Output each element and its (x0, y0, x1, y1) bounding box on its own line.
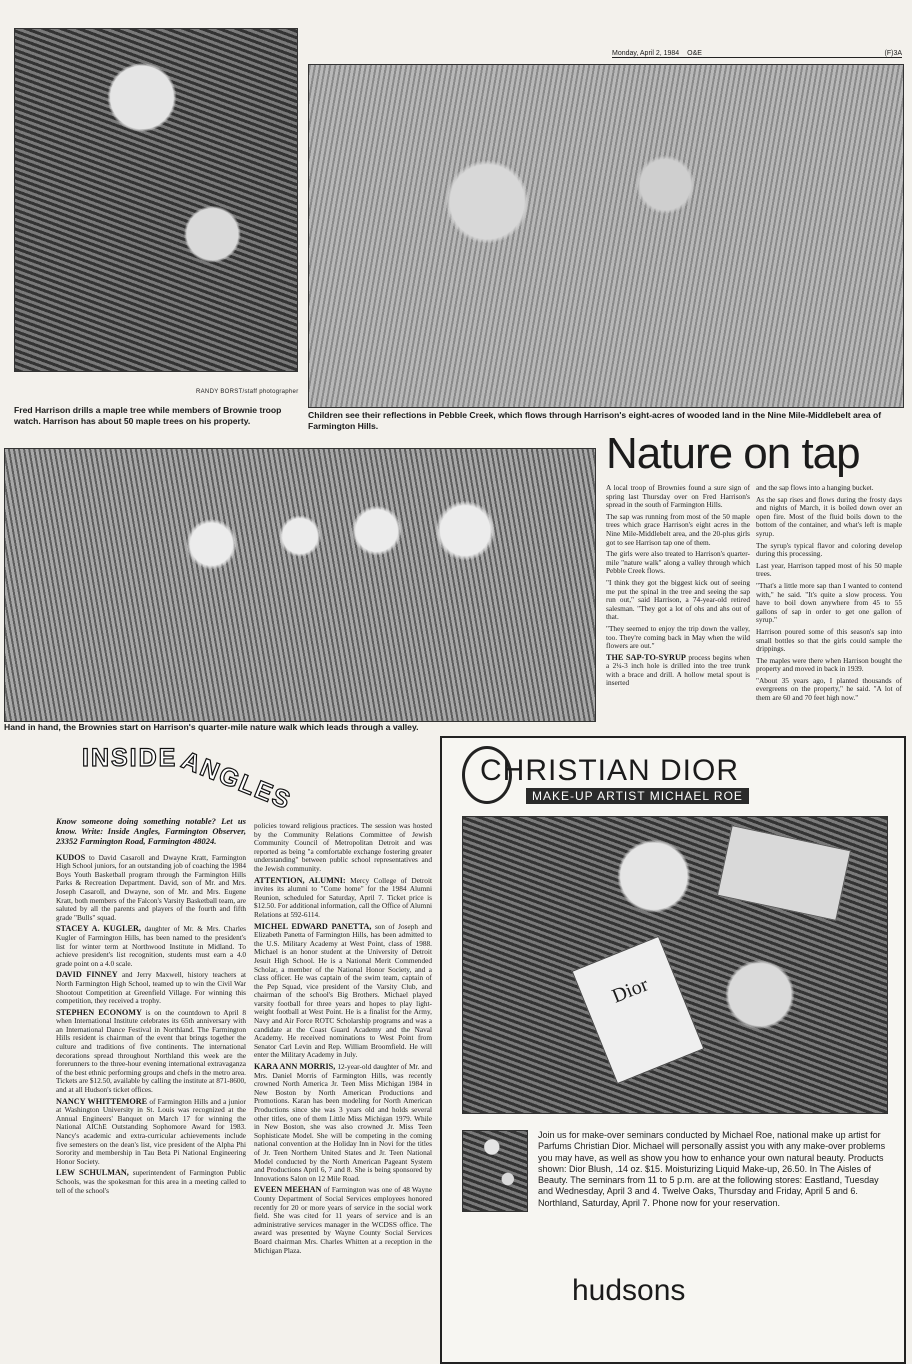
story-column-1 (606, 484, 750, 691)
folio-date: Monday, April 2, 1984 (612, 50, 680, 57)
dior-subtitle: MAKE-UP ARTIST MICHAEL ROE (526, 788, 749, 804)
story-paragraph: A local troop of Brownies found a sure sign of spring last Thursday over on Fred Harrison's spread in the south of Farmington Hills. (606, 483, 750, 510)
dior-ad (440, 736, 906, 1364)
dior-bottle (572, 936, 705, 1084)
inside-item: LEW SCHULMAN, superintendent of Farmington Public Schools, was the spokesman for this area in a meeting called to tell of the school's (56, 1168, 246, 1195)
folio-edition: O&E (687, 50, 702, 57)
dior-bottle-label: Dior (609, 973, 652, 1008)
story-paragraph: The maples were there when Harrison bought the property and moved in back in 1939. (756, 655, 902, 674)
story-paragraph: The sap was running from most of the 50 maple trees which grace Harrison's eight acres in the Nine Mile-Middlebelt area, and the 20-plus girls got to see Harrison tap one of them. (606, 511, 750, 547)
hudsons-logo: hudsons (572, 1274, 686, 1307)
inside-item: KARA ANN MORRIS, 12-year-old daughter of Mr. and Mrs. Daniel Morris of Farmington Hills, was recently crowned North America Jr. Teen Miss Michigan 1984 in New Boston by North American Productions and Promotions. Karan has been modeling for North American Productions since she was 3 years old and holds several other titles, one of them Little Miss Michigan 1979. While in New Boston, she was also crowned Jr. Miss Teen Sophisticate Model. She will be competing in the coming national convention at the Holiday Inn in Novi for the titles of Jr. Teen Northern United States and Jr. Teen National Model conducted by the North American Pageant System and Productions April 6, 7 and 8. She is being sponsored by Innovations Salon on 12 Mile Road. (254, 1062, 432, 1183)
inside-item: MICHEL EDWARD PANETTA, son of Joseph and Elizabeth Panetta of Farmington Hills, has been admitted to the U.S. Military Academy at West Point, class of 1988. Michael is an honor student at the University of Detroit Jesuit High School. He is a National Merit Commended Scholar, a member of the National Honor Society, and a class officer. He was captain of the swim team, captain of the Pep Squad, vice president of the Varsity Club, and chairman of the school's Big Brothers. Michael played varsity football for three years and hopes to play light-weight football at West Point. He is a finalist for the Army, Navy and Air Force ROTC Scholarship programs and was a candidate at the Coast Guard Academy and the Naval Academy. He received nominations to West Point from Senator Carl Levin and Rep. William Broomfield. He will enter the Military Academy in July. (254, 921, 433, 1060)
story-paragraph: The girls were also treated to Harrison's quarter-mile "nature walk" along a valley through which Pebble Creek flows. (606, 549, 750, 576)
story-column-2 (756, 484, 902, 706)
inside-column-2 (254, 822, 432, 1258)
story-paragraph: "That's a little more sap than I wanted to contend with," he said. "It's quite a slow process. You have to boil down anywhere from 45 to 55 gallons of sap in order to get one gallon of syrup." (756, 580, 902, 625)
story-paragraph: "They seemed to enjoy the trip down the valley, too. They're coming back in May when the wild flowers are out." (606, 623, 750, 651)
story-paragraph: "About 35 years ago, I planted thousands of evergreens on the property," he said. "A lot of them are 60 and 70 feet high now." (756, 675, 902, 703)
photo-maple-drilling (14, 28, 298, 372)
inside-intro: Know someone doing something notable? Let us know. Write: Inside Angles, Farmington Observer, 23352 Farmington Road, Farmington 48024. (56, 816, 246, 847)
photo-caption-2: Children see their reflections in Pebble Creek, which flows through Harrison's eight-acres of wooded land in the Nine Mile-Middlebelt area of Farmington Hills. (308, 410, 882, 431)
michael-roe-portrait (462, 1130, 528, 1212)
story-paragraph: As the sap rises and flows during the frosty days and nights of March, it is boiled down over an open fire. Most of the fluid boils down to the bottom of the container, and what's left is maple syrup. (756, 494, 902, 538)
story-paragraph: "I think they got the biggest kick out of seeing me put the spinal in the tree and seeing the sap run out," said Harrison, a 74-year-old retired salesman. "They got a lot of ohs and ahs out of that. (606, 577, 750, 622)
photo-credit: RANDY BORST/staff photographer (196, 389, 299, 395)
inside-item: STACEY A. KUGLER, daughter of Mr. & Mrs. Charles Kugler of Farmington Hills, has been named to the president's list for winter term at Northwood Institute in Midland. To achieve president's list recognition, students must earn a 4.0 grade point on a 4.0 scale. (56, 924, 246, 968)
story-paragraph: The syrup's typical flavor and coloring develop during this processing. (756, 540, 902, 559)
story-subhead: THE SAP-TO-SYRUP (606, 652, 686, 662)
folio-line (612, 50, 902, 58)
dior-ad-copy: Join us for make-over seminars conducted by Michael Roe, national make up artist for Parfums Christian Dior. Michael will personally assist you with any make-over problems you may have, as well as show you how to enhance your own natural beauty. Products shown: Dior Blush, .14 oz. $15. Moisturizing Liquid Make-up, 26.50. In The Aisles of Beauty. The seminars from 11 to 5 p.m. are at the following stores: Eastland, Tuesday and Wednesday, April 3 and 4. Twelve Oaks, Thursday and Friday, April 5 and 6. Northland, Saturday, April 7. Phone now for your reservation. (538, 1130, 886, 1208)
photo-caption-1: Fred Harrison drills a maple tree while members of Brownie troop watch. Harrison has about 50 maple trees on his property. (14, 405, 282, 426)
inside-item: STEPHEN ECONOMY is on the countdown to April 8 when International Institute celebrates its 65th anniversary with an International Dance Festival in Northland. The Farmington Hills resident is chairman of the event that brings together the culture and traditions of five continents. The international decorations spread throughout Northland this week are the forerunners to the three-hour evening international extravaganza of the best ethnic performing groups and chefs in the metro area. Tickets are $12.50, available by calling the institute at 871-8600, and at all Hudson's ticket offices. (56, 1007, 247, 1095)
inside-angles-logo-angles: ANGLES (177, 746, 296, 816)
folio-page: (F)3A (884, 50, 902, 57)
dior-brand: CHRISTIAN DIOR (480, 754, 740, 787)
story-paragraph: and the sap flows into a hanging bucket. (756, 483, 874, 492)
photo-brownies-walk (4, 448, 596, 722)
story-paragraph: Last year, Harrison tapped most of his 50 maple trees. (756, 560, 902, 579)
story-paragraph (606, 654, 750, 688)
inside-column-1 (56, 816, 246, 1198)
inside-item: NANCY WHITTEMORE of Farmington Hills and a junior at Washington University in St. Louis was recognized at the Annual Engineers' Banquet on March 17 for winning the National AIChE Outstanding Sophomore Award for 1983. Nancy's academic and extra-curricular achievements include five semesters on the dean's list, vice president of the Alpha Phi Sorority and membership in Tau Beta Pi National Engineering Honor Society. (56, 1096, 246, 1166)
inside-item: policies toward religious practices. The session was hosted by the Community Relations Committee of Jewish Community Council of Metropolitan Detroit and was reported as being "a comfortable exchange fostering greater understanding" between public school representatives and the Jewish community. (254, 821, 432, 873)
story-subhead-text: process begins when a 2¼-3 inch hole is drilled into the tree trunk with a brace and drill. A hollow metal spout is inserted (606, 652, 751, 688)
dior-product-photo (462, 816, 888, 1114)
inside-item: DAVID FINNEY and Jerry Maxwell, history teachers at North Farmington High School, teamed up to win the Civil War Shootout Competition at Greenfield Village. For winning this competition, they received a trophy. (56, 970, 246, 1006)
inside-item: EVEEN MEEHAN of Farmington was one of 48 Wayne County Department of Social Services employees honored recently for 20 or more years of service in the social work field. She was cited for 11 years of service and is an administrative services manager in the WCDSS office. The award was presented by Wayne County Social Services Board chairman Mrs. Charles Whitten at a reception in the Michigan Plaza. (254, 1185, 432, 1255)
photo-caption-3: Hand in hand, the Brownies start on Harrison's quarter-mile nature walk which leads through a valley. (4, 722, 419, 732)
inside-item: ATTENTION, ALUMNI: Mercy College of Detroit invites its alumni to "Come home" for the 1984 Alumni Reunion, scheduled for Saturday, April 7. Ticket price is $12.50. For additional information, call the Office of Alumni Relations at 592-6114. (254, 875, 432, 919)
photo-pebble-creek (308, 64, 904, 408)
inside-angles-logo-inside: INSIDE (82, 744, 178, 772)
inside-item: KUDOS to David Casaroll and Dwayne Kratt, Farmington High School juniors, for an outstanding job of coaching the 1984 Boys Youth Basketball program through the Farmington Hills Parks & Recreation Department. David, son of Mr. and Mrs. Joseph Casaroll, and Dwayne, son of Mr. and Mrs. Eugene Kratt, both members of the Falcon's Varsity Basketball team, are saluted by all the parents and players of the fourth and fifth grade "Bulls" squad. (56, 852, 246, 922)
story-headline: Nature on tap (606, 429, 860, 478)
dior-compact (717, 825, 851, 921)
story-paragraph: Harrison poured some of this season's sap into small bottles so that the girls could sample the drippings. (756, 626, 902, 654)
